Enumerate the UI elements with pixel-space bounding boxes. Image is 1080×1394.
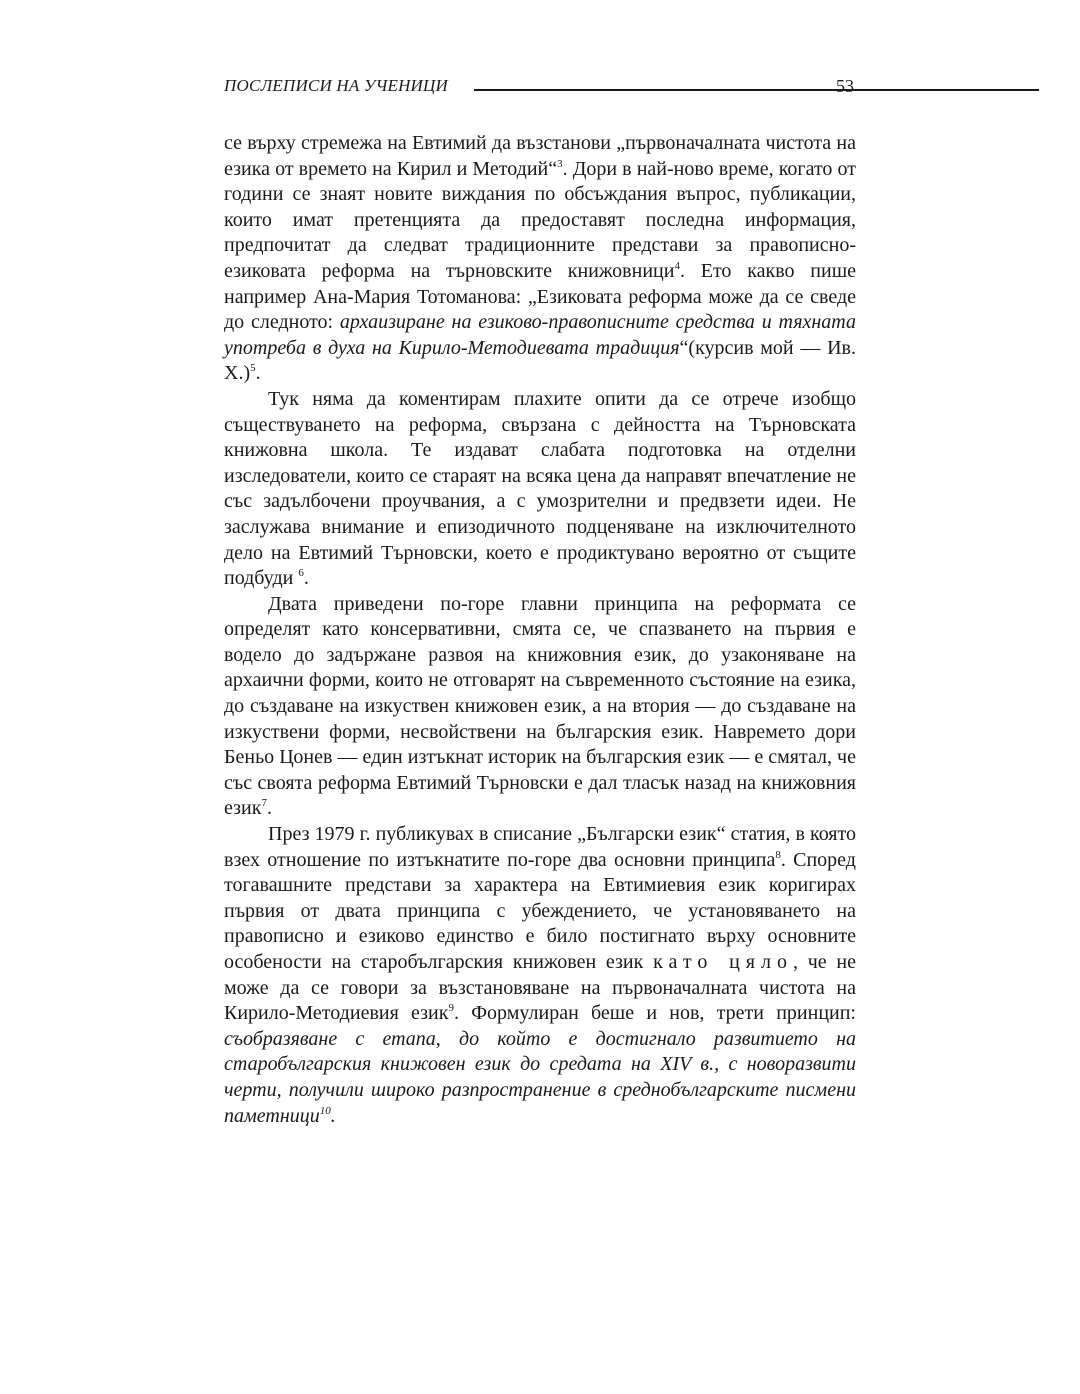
text-run: , че не може да се говори за възстановяване на първоначалната чистота на Кирило-Методиевия език xyxy=(224,951,857,1025)
page-number: 53 xyxy=(836,76,854,96)
page-header xyxy=(224,74,856,100)
paragraph-1 xyxy=(224,131,856,387)
running-title: ПОСЛЕПИСИ НА УЧЕНИЦИ xyxy=(224,76,448,95)
footnote-ref: 8 xyxy=(775,848,781,861)
header-rule xyxy=(474,89,1039,91)
text-run: Тук няма да коментирам плахите опити да се отрече изобщо съществуването на реформа, свързана с дейността на Търновската книжовна школа. Те издават слабата подготовка на отделни изследователи, които се стараят на всяка цена да направят впечатление не със задълбочени проучвания, а с умозрителни и предвзети идеи. Не заслужава внимание и епизодичното подценяване на изключителното дело на Евтимий Търновски, което е продиктувано вероятно от същите подбуди xyxy=(224,387,856,590)
text-run: . Формулиран беше и нов, трети принцип: xyxy=(453,1002,856,1025)
text-run: . xyxy=(266,797,272,820)
text-run: се върху стремежа на Евтимий да възстанови „първоначалната чистота на езика от времето на Кирил и Методий“ xyxy=(224,132,856,180)
text-run: . xyxy=(255,362,261,385)
text-run: Двата приведени по-горе главни принципа на реформата се определят като консервативни, смята се, че спазването на първия е водело до задържане развоя на книжовния език, до узаконяване на архаични форми, които не отговарят на съвременното състояние на езика, до създаване на изкуствен книжовен език, а на втория — до създаване на изкуствени форми, несвойствени на българския език. Навремето дори Беньо Цонев — един изтъкнат историк на българския език — е смятал, че със своята реформа Евтимий Търновски е дал тласък назад на книжовния език xyxy=(224,592,856,820)
text-run: . Дори в най-ново време, когато от години се знаят новите виждания по обсъждания въпрос, публикации, които имат претенцията да предоставят последна информация, предпочитат да следват традиционните представи за правописно-езиковата реформа на търновските книжовници xyxy=(224,157,857,282)
text-run: . Според тогавашните представи за характера на Евтимиевия език коригирах първия от двата принципа с убеждението, че установяването на правописно и езиково единство е било постигнато върху основните особености на старобългарския книжовен език xyxy=(224,848,856,973)
footnote-ref: 5 xyxy=(250,362,256,375)
paragraph-2 xyxy=(224,387,856,592)
footnote-ref: 6 xyxy=(298,567,304,580)
paragraph-3 xyxy=(224,592,856,822)
footnote-ref: 10 xyxy=(319,1104,331,1117)
italic-text: архаизиране на езиково-правописните средства и тяхната употреба в духа на Кирило-Методиевата традиция xyxy=(224,311,856,359)
text-run: През 1979 г. публикувах в списание „Български език“ статия, в която взех отношение по изтъкнатите по-горе два основни принципа xyxy=(224,823,856,871)
footnote-ref: 4 xyxy=(674,259,680,272)
body-text xyxy=(224,131,856,1129)
text-run: “(курсив мой — Ив. Х.) xyxy=(224,336,856,385)
italic-text: съобразяване с етапа, до който е достигнало развитието на старобългарския книжовен език до средата на XIV в., с новоразвити черти, получили широко разпространение в среднобългарските писмени паметници xyxy=(224,1027,856,1127)
text-run: . xyxy=(303,567,309,590)
text-run: . Ето какво пише например Ана-Мария Тотоманова: „Езиковата реформа може да се сведе до следното: xyxy=(224,259,856,334)
spaced-text: като цяло xyxy=(653,951,793,973)
footnote-ref: 7 xyxy=(261,797,267,810)
footnote-ref: 3 xyxy=(557,157,563,170)
paragraph-4 xyxy=(224,822,856,1129)
italic-text: . xyxy=(330,1104,336,1127)
footnote-ref: 9 xyxy=(448,1002,454,1015)
